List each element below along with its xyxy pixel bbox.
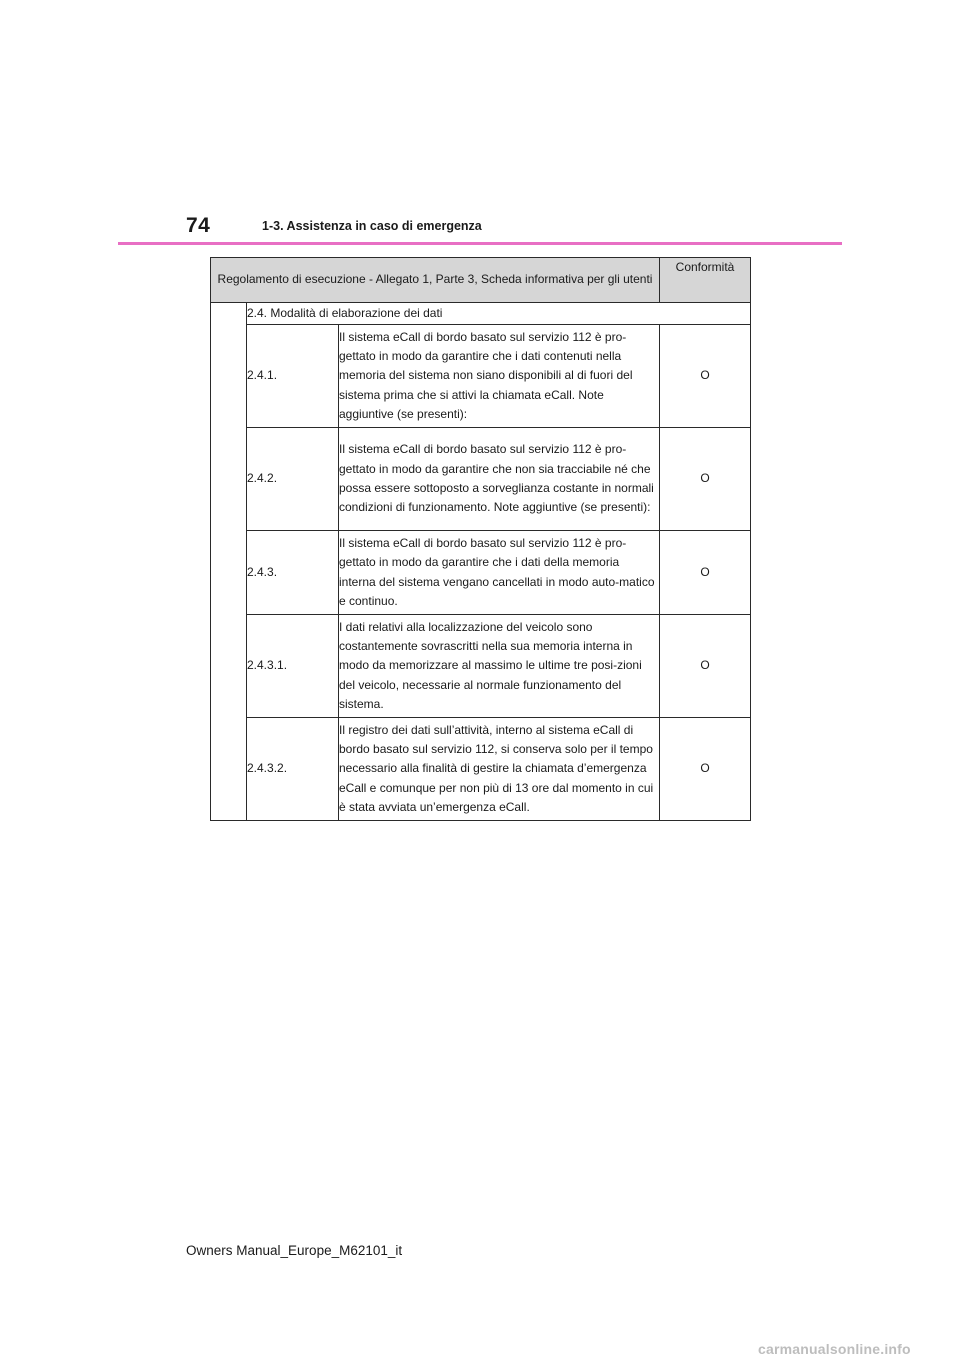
header-rule bbox=[118, 242, 842, 245]
table-row bbox=[211, 428, 751, 531]
row-text: Il sistema eCall di bordo basato sul servizio 112 è pro-gettato in modo da garantire che non sia tracciabile né che possa essere sottoposto a sorveglianza costante in normali condizioni di funzionamento. Note aggiuntive (se presenti): bbox=[339, 428, 660, 531]
table-header-row bbox=[211, 258, 751, 303]
row-text: Il sistema eCall di bordo basato sul servizio 112 è pro-gettato in modo da garantire che i dati della memoria interna del sistema vengano cancellati in modo auto-matico e continuo. bbox=[339, 531, 660, 615]
table-header-title: Regolamento di esecuzione - Allegato 1, Parte 3, Scheda informativa per gli utenti bbox=[211, 258, 660, 303]
indent-cell bbox=[211, 303, 247, 821]
table-subheading: 2.4. Modalità di elaborazione dei dati bbox=[247, 303, 751, 325]
row-code: 2.4.3.1. bbox=[247, 615, 339, 718]
row-text: Il registro dei dati sull’attività, interno al sistema eCall di bordo basato sul servizio 112, si conserva solo per il tempo necessario alla finalità di gestire la chiamata d’emergenza eCall e comunque per non più di 13 ore dal momento in cui è stata avviata un’emergenza eCall. bbox=[339, 718, 660, 821]
row-conformity: O bbox=[660, 325, 751, 428]
table-row bbox=[211, 531, 751, 615]
row-code: 2.4.3. bbox=[247, 531, 339, 615]
row-conformity: O bbox=[660, 718, 751, 821]
table-header-conformity: Conformità bbox=[660, 258, 751, 303]
row-text: Il sistema eCall di bordo basato sul servizio 112 è pro-gettato in modo da garantire che i dati contenuti nella memoria del sistema non siano disponibili al di fuori del sistema prima che si attivi la chiamata eCall. Note aggiuntive (se presenti): bbox=[339, 325, 660, 428]
regulation-table bbox=[210, 257, 751, 821]
page-number: 74 bbox=[186, 214, 211, 237]
row-code: 2.4.1. bbox=[247, 325, 339, 428]
watermark: carmanualsonline.info bbox=[758, 1341, 911, 1357]
table-row bbox=[211, 615, 751, 718]
row-code: 2.4.2. bbox=[247, 428, 339, 531]
table-subheading-row bbox=[211, 303, 751, 325]
manual-id-footer: Owners Manual_Europe_M62101_it bbox=[186, 1243, 403, 1258]
row-conformity: O bbox=[660, 428, 751, 531]
table-row bbox=[211, 718, 751, 821]
row-code: 2.4.3.2. bbox=[247, 718, 339, 821]
row-conformity: O bbox=[660, 531, 751, 615]
table-row bbox=[211, 325, 751, 428]
row-conformity: O bbox=[660, 615, 751, 718]
section-title: 1-3. Assistenza in caso di emergenza bbox=[262, 219, 482, 233]
row-text: I dati relativi alla localizzazione del veicolo sono costantemente sovrascritti nella sua memoria interna in modo da memorizzare al massimo le ultime tre posi-zioni del veicolo, necessarie al normale funzionamento del sistema. bbox=[339, 615, 660, 718]
